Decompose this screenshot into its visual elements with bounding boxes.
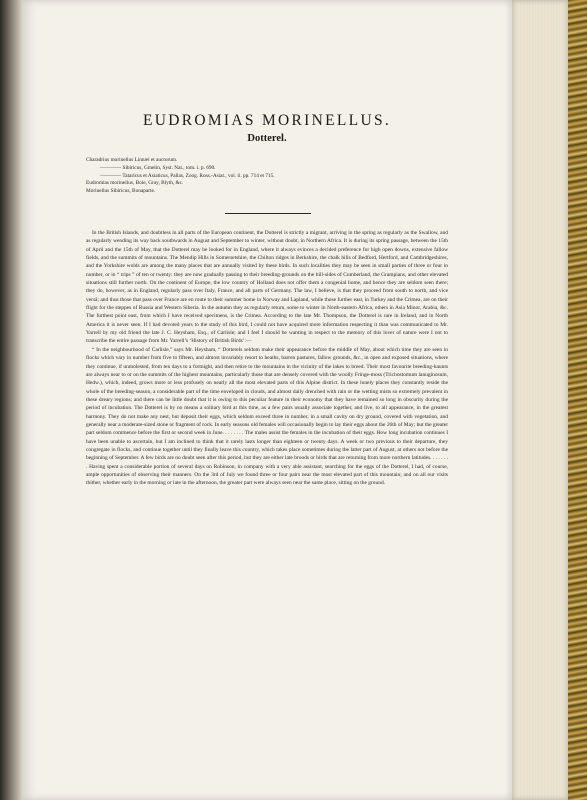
synonym-line: ———— Tataricus et Asiaticus, Pallas, Zoog. Ross.-Asiat., vol. ii. pp. 714 et 715. <box>100 172 275 179</box>
synonym-line: ———— Sibiricus, Gmelin, Syst. Nat., tom. i. p. 690. <box>100 164 216 171</box>
synonym-line: Morinellus Sibiricus, Bonaparte. <box>86 188 156 195</box>
page-title: EUDROMIAS MORINELLUS. <box>142 112 392 129</box>
body-paragraph: In the British Islands, and doubtless in all parts of the European continent, the Dotterel is strictly a migrant, arriving in the spring as regularly as the Swallow, and as regularly wending its way back southwards in August and September to winter, without doubt, in Northern Africa. It is during its spring passage, between the 15th of April and the 15th of May, that the Dotterel may be looked for in England, where it always evinces a decided preference for high open downs, extensive fallow fields, and the summits of mountains. The Mendip Hills in Somersetshire, the Chilton ridges in Berkshire, the chalk hills of Bedford, Hertford, and Cambridgeshires, and the Yorkshire wolds are among the many places that are annually visited by these birds. In such localities they may be seen in small parties of three or four in number, or in “ trips ” of ten or twenty: they are now gradually passing to their breeding-grounds on the hill-sides of Cumberland, the Grampians, and other elevated situations still further north. On the continent of Europe, the low country of Holland does not offer them a congenial home, and hence they are seldom seen there; they do, however, as in England, regularly pass over Italy, France, and all parts of Germany. The law, I believe, is that they proceed from south to north, and vice versâ; and thus those that pass over France are en route to their summer home in Norway and Lapland, while those further east, in Turkey and the Crimea, are on their flight for the steppes of Russia and Western Siberia. In the autumn they as regularly return, some to winter in North-eastern Africa, others in Asia Minor, Arabia, &c. The furthest point east, from which I have received specimens, is the Crimea. According to the late Mr. Thompson, the Dotterel is rare in Ireland, and in North America it is never seen. If I had devoted years to the study of this bird, I could not have acquired more information respecting it than was communicated to Mr. Yarrell by my old friend the late J. C. Heysham, Esq., of Carlisle; and I feel I should be wanting in respect to the memory of this lover of nature were I not to transcribe the entire passage from Mr. Yarrell’s ‘History of British Birds’:— <box>86 230 448 345</box>
synonym-line: Eudromias morinellus, Boie, Gray, Blyth, &c. <box>86 180 184 187</box>
body-paragraph: “ In the neighbourhood of Carlisle,” says Mr. Heysham, “ Dotterels seldom make their appearance before the middle of May, about which time they are seen in flocks which vary in number from five to fifteen, and almost invariably resort to heaths, barren pastures, fallow grounds, &c., in open and exposed situations, where they continue, if unmolested, from ten days to a fortnight, and then retire to the mountains in the vicinity of the lakes to breed. Their most favourite breeding-haunts are always near to or on the summits of the highest mountains, particularly those that are densely covered with the woolly Fringe-moss (Trichostomum lanuginosum, Hedw.), which, indeed, grows more or less profusely on nearly all the most elevated parts of this Alpine district. In these lonely places they constantly reside the whole of the breeding-season, a considerable part of the time enveloped in clouds, and almost daily drenched with rain or the wetting mists so extremely prevalent in these dreary regions; and there can be little doubt that it is owing to this peculiar feature in their economy that they have remained so long in obscurity during the period of incubation. The Dotterel is by no means a solitary bird at this time, as a few pairs usually associate together, and live, to all appearance, in the greatest harmony. They do not make any nest, but deposit their eggs, which seldom exceed three in number, in a small cavity on dry ground, covered with vegetation, and generally near a moderate-sized stone or fragment of rock. In early seasons old females will occasionally begin to lay their eggs about the 26th of May; but the greater part seldom commence before the first or second week in June. . . . . . . . The males assist the females in the incubation of their eggs. How long incubation continues I have been unable to ascertain, but I am inclined to think that it rarely lasts longer than eighteen or twenty days. A week or two previous to their departure, they congregate in flocks, and continue together until they finally leave this country, which takes place sometimes during the latter part of August, at others not before the beginning of September. A few birds are no doubt seen after this period, but they are either late broods or birds that are returning from more northern latitudes. . . . . . . . Having spent a considerable portion of several days on Robinson, in company with a very able assistant, searching for the eggs of the Dotterel, I had, of course, ample opportunities of observing their manners. On the 3rd of July we found three or four pairs near the most elevated part of this mountain; and on all our visits thither, whether early in the morning or late in the afternoon, the greater part were always seen near the same place, sitting on the ground. <box>86 346 448 487</box>
gilt-edge <box>568 0 587 800</box>
section-divider <box>225 213 311 214</box>
page-block-edges <box>512 0 568 800</box>
synonym-line: Charadrius morinellus Linnæi et auctorum. <box>86 157 178 163</box>
synonym-list <box>86 157 275 196</box>
page-subtitle: Dotterel. <box>247 133 287 144</box>
body-text <box>86 229 448 488</box>
book-left-edge <box>0 0 22 800</box>
book-page <box>22 0 512 800</box>
